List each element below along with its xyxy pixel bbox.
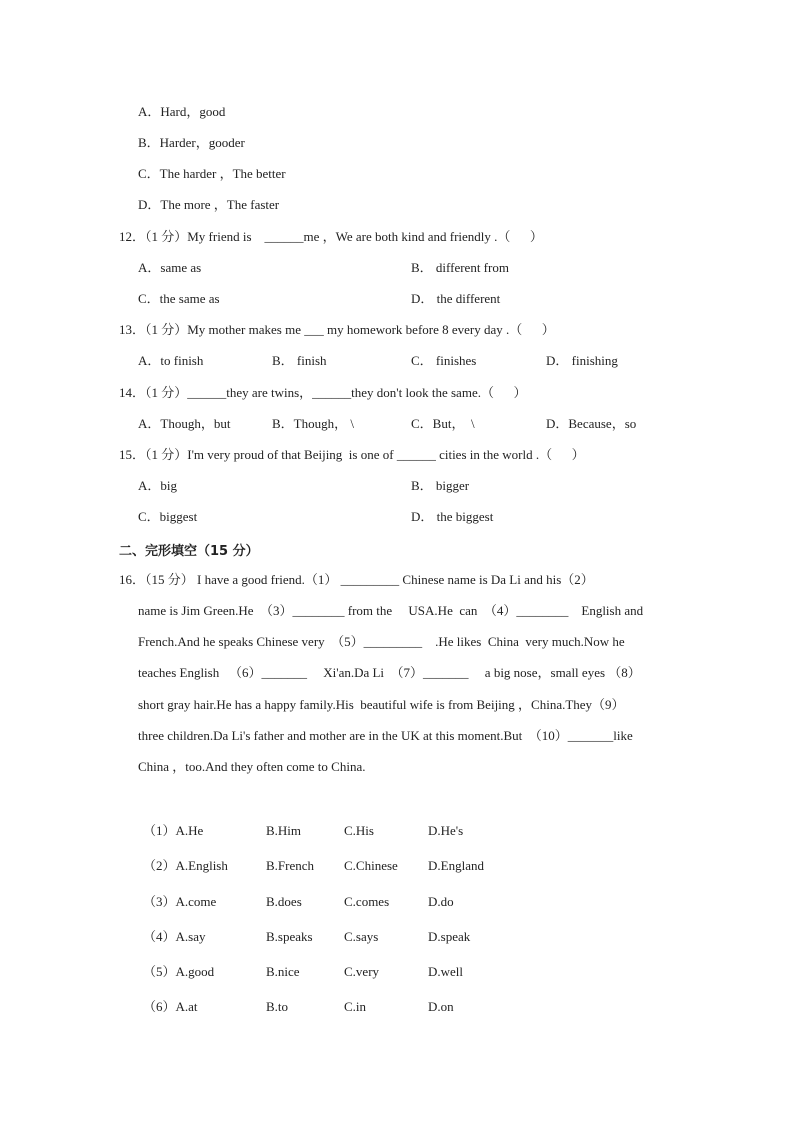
choice-option-b: B.speaks [266, 929, 313, 944]
q16-passage-line: short gray hair.He has a happy family.His beautiful wife is from Beijing ，China.They（9） [138, 697, 625, 712]
q16-passage-line: French.And he speaks Chinese very （5）_________ .He likes China very much.Now he [138, 634, 625, 649]
choice-option-b: B.Him [266, 823, 302, 838]
choice-option-c: C.in [344, 999, 367, 1014]
q16-passage-line: three children.Da Li's father and mother are in the UK at this moment.But （10）_______like [138, 728, 633, 743]
q15-option-a: A．big [138, 478, 178, 493]
choice-option-b: B.does [266, 894, 302, 909]
choice-option-b: B.French [266, 858, 315, 873]
q11-option-b: B．Harder，gooder [138, 135, 245, 150]
choice-option-c: C.very [344, 964, 380, 979]
q16-passage-line: 16．（15 分） I have a good friend.（1） _________ Chinese name is Da Li and his（2） [119, 572, 594, 587]
choice-option-a: （4）A.say [143, 929, 206, 944]
q11-option-d: D．The more ，The faster [138, 197, 280, 212]
q13-stem: 13．（1 分）My mother makes me ___ my homework before 8 every day .（ ） [119, 322, 555, 337]
choice-option-c: C.Chinese [344, 858, 398, 873]
q12-option-a: A．same as [138, 260, 202, 275]
choice-option-a: （5）A.good [143, 964, 215, 979]
choice-option-a: （6）A.at [143, 999, 198, 1014]
q11-option-a: A．Hard，good [138, 104, 226, 119]
q14-option-a: A．Though，but [138, 416, 231, 431]
choice-option-d: D.speak [428, 929, 471, 944]
q13-option-a: A．to finish [138, 353, 204, 368]
q15-stem: 15．（1 分）I'm very proud of that Beijing is one of ______ cities in the world .（ ） [119, 447, 585, 462]
q14-stem: 14．（1 分）______they are twins，______they don't look the same.（ ） [119, 385, 527, 400]
q12-option-d: D． the different [411, 291, 501, 306]
q12-option-b: B． different from [411, 260, 509, 275]
choice-option-d: D.England [428, 858, 484, 873]
choice-option-d: D.well [428, 964, 464, 979]
choice-option-d: D.on [428, 999, 454, 1014]
q14-option-c: C．But， \ [411, 416, 475, 431]
q15-option-c: C．biggest [138, 509, 198, 524]
choice-option-b: B.to [266, 999, 289, 1014]
q16-passage-line: name is Jim Green.He （3）________ from the USA.He can （4）________ English and [138, 603, 644, 618]
choice-option-a: （3）A.come [143, 894, 217, 909]
choice-option-c: C.His [344, 823, 374, 838]
q12-stem: 12．（1 分）My friend is ______me ，We are both kind and friendly .（ ） [119, 229, 543, 244]
q14-option-d: D．Because，so [546, 416, 637, 431]
q14-option-b: B．Though， \ [272, 416, 354, 431]
q15-option-b: B． bigger [411, 478, 470, 493]
choice-option-c: C.comes [344, 894, 390, 909]
q16-passage-line: teaches English （6）_______ Xi'an.Da Li （7）_______ a big nose，small eyes （8） [138, 665, 641, 680]
choice-option-d: D.He's [428, 823, 464, 838]
q11-option-c: C．The harder ，The better [138, 166, 286, 181]
q15-option-d: D． the biggest [411, 509, 494, 524]
choice-option-c: C.says [344, 929, 379, 944]
choice-option-a: （2）A.English [143, 858, 228, 873]
q13-option-c: C． finishes [411, 353, 477, 368]
q13-option-b: B． finish [272, 353, 327, 368]
q16-passage-line: China ，too.And they often come to China. [138, 759, 366, 774]
q13-option-d: D． finishing [546, 353, 618, 368]
section-heading: 二、完形填空（15 分） [119, 544, 259, 559]
choice-option-b: B.nice [266, 964, 300, 979]
q12-option-c: C．the same as [138, 291, 220, 306]
choice-option-d: D.do [428, 894, 454, 909]
choice-option-a: （1）A.He [143, 823, 204, 838]
